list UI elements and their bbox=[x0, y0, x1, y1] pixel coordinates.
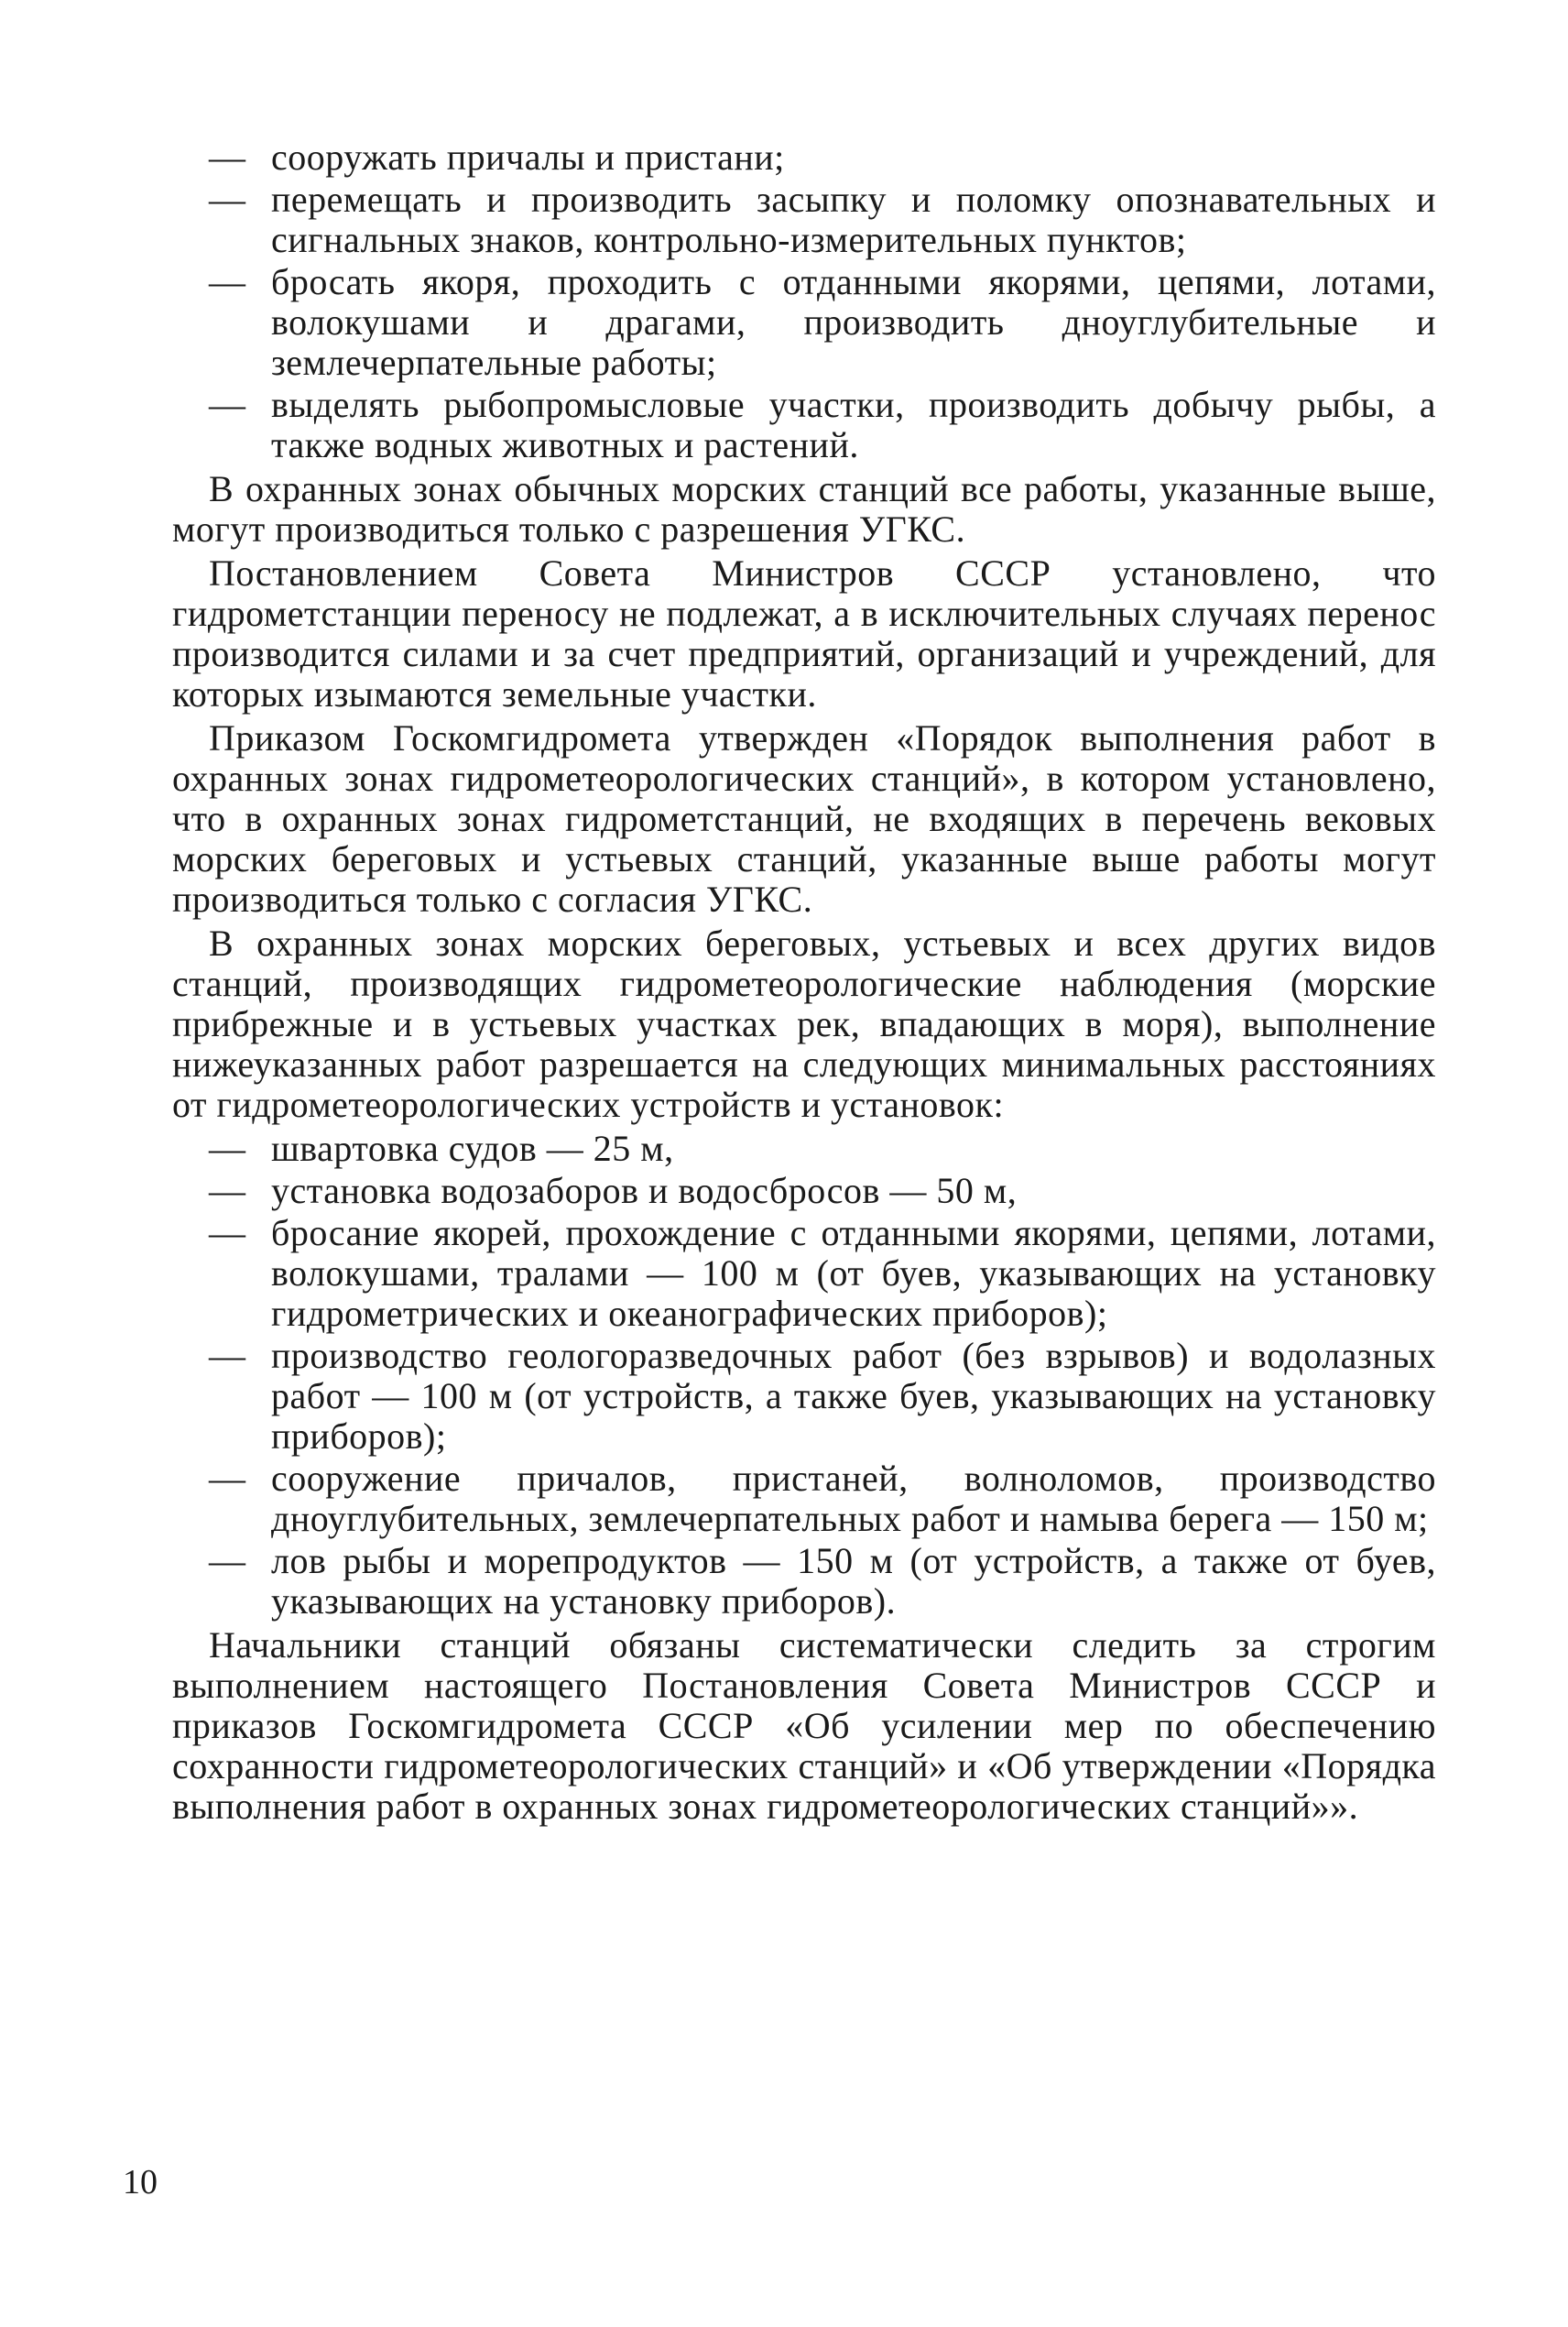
list-item-text: выделять рыбопромысловые участки, производить добычу рыбы, а также водных животных и растений. bbox=[271, 384, 1436, 465]
list-item-text: установка водозаборов и водосбросов — 50 м, bbox=[271, 1170, 1018, 1211]
list-item-text: бросание якорей, прохождение с отданными якорями, цепями, лотами, волокушами, тралами — 100 м (от буев, указывающих на установку гидрометрических и океанографических приборов); bbox=[271, 1212, 1436, 1334]
paragraph-goskomgidromet-order: Приказом Госкомгидромета утвержден «Порядок выполнения работ в охранных зонах гидрометеорологических станций», в котором установлено, что в охранных зонах гидрометстанций, не входящих в перечень вековых морских береговых и устьевых станций, указанные выше работы могут производиться только с согласия УГКС. bbox=[172, 717, 1436, 920]
list-item-text: перемещать и производить засыпку и поломку опознавательных и сигнальных знаков, контрольно-измерительных пунктов; bbox=[271, 179, 1436, 260]
list-item bbox=[172, 180, 1436, 260]
dash-marker: — bbox=[209, 1128, 246, 1169]
paragraph-station-heads-duty: Начальники станций обязаны систематически следить за строгим выполнением настоящего Постановления Совета Министров СССР и приказов Госкомгидромета СССР «Об усилении мер по обеспечению сохранности гидрометеорологических станций» и «Об утверждении «Порядка выполнения работ в охранных зонах гидрометеорологических станций»». bbox=[172, 1624, 1436, 1827]
dash-marker: — bbox=[209, 1212, 246, 1253]
list-item-text: производство геологоразведочных работ (без взрывов) и водолазных работ — 100 м (от устройств, а также буев, указывающих на установку приборов); bbox=[271, 1335, 1436, 1457]
dash-marker: — bbox=[209, 384, 246, 425]
page-number: 10 bbox=[123, 2163, 158, 2201]
dash-marker: — bbox=[209, 1540, 246, 1581]
dash-marker: — bbox=[209, 179, 246, 220]
list-item-text: швартовка судов — 25 м, bbox=[271, 1128, 674, 1169]
dash-marker: — bbox=[209, 1335, 246, 1376]
list-item bbox=[172, 385, 1436, 465]
list-item bbox=[172, 1171, 1436, 1211]
dash-marker: — bbox=[209, 137, 246, 178]
list-item-text: сооружение причалов, пристаней, волноломов, производство дноуглубительных, землечерпательных работ и намыва берега — 150 м; bbox=[271, 1458, 1436, 1539]
paragraph-minimum-distances: В охранных зонах морских береговых, устьевых и всех других видов станций, производящих гидрометеорологические наблюдения (морские прибрежные и в устьевых участках рек, впадающих в моря), выполнение нижеуказанных работ разрешается на следующих минимальных расстояниях от гидрометеорологических устройств и установок: bbox=[172, 923, 1436, 1125]
distance-rules-list bbox=[172, 1129, 1436, 1622]
list-item bbox=[172, 1213, 1436, 1334]
dash-marker: — bbox=[209, 261, 246, 302]
list-item bbox=[172, 1336, 1436, 1457]
dash-marker: — bbox=[209, 1458, 246, 1499]
list-item-text: бросать якоря, проходить с отданными якорями, цепями, лотами, волокушами и драгами, производить дноуглубительные и землечерпательные работы; bbox=[271, 261, 1436, 383]
list-item-text: сооружать причалы и пристани; bbox=[271, 137, 785, 178]
list-item bbox=[172, 1129, 1436, 1169]
body-text bbox=[172, 137, 1436, 1830]
list-item bbox=[172, 1458, 1436, 1539]
list-item bbox=[172, 262, 1436, 383]
list-item bbox=[172, 137, 1436, 178]
paragraph-ugks-permission: В охранных зонах обычных морских станций все работы, указанные выше, могут производиться только с разрешения УГКС. bbox=[172, 468, 1436, 550]
list-item-text: лов рыбы и морепродуктов — 150 м (от устройств, а также от буев, указывающих на установку приборов). bbox=[271, 1540, 1436, 1622]
prohibited-works-list bbox=[172, 137, 1436, 465]
dash-marker: — bbox=[209, 1170, 246, 1211]
list-item bbox=[172, 1541, 1436, 1622]
paragraph-council-resolution: Постановлением Совета Министров СССР установлено, что гидрометстанции переносу не подлежат, а в исключительных случаях перенос производится силами и за счет предприятий, организаций и учреждений, для которых изымаются земельные участки. bbox=[172, 552, 1436, 715]
